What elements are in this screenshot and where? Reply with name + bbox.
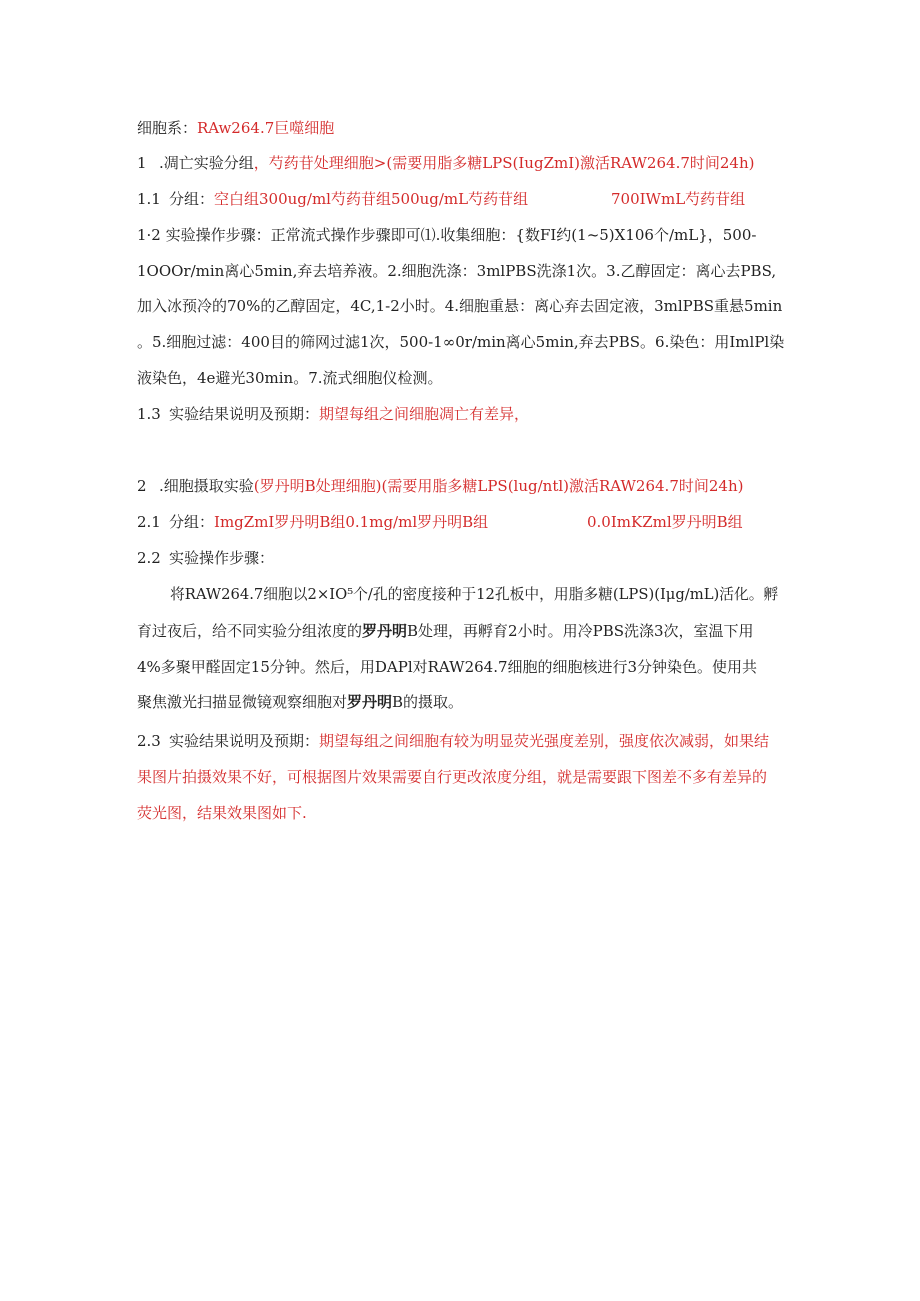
- section1-groups-label: 分组：: [169, 190, 215, 208]
- cell-line-row: [137, 118, 334, 138]
- section2-steps-num: 2.2: [137, 549, 161, 567]
- section2-steps-line3: 4%多聚甲醛固定15分钟。然后，用DAPl对RAW264.7细胞的细胞核进行3分钟染色。使用共: [137, 658, 758, 676]
- section1-result-text: 期望每组之间细胞凋亡有差异，: [319, 405, 530, 423]
- section2-steps-line1: 将RAW264.7细胞以2×IO⁵个/孔的密度接种于12孔板中，用脂多糖(LPS)(Iμg∕mL)活化。孵: [170, 586, 779, 603]
- cell-line-label: 细胞系：: [137, 119, 198, 137]
- section1-desc: ，芍药苷处理细胞>(需要用脂多糖LPS(IugZmI)激活RAW264.7时间24h): [253, 154, 755, 172]
- section2-result-line2: 果图片拍摄效果不好，可根据图片效果需要自行更改浓度分组，就是需要跟下图差不多有差异的: [137, 768, 768, 786]
- section1-heading: [137, 153, 754, 173]
- section2-title: .细胞摄取实验: [159, 477, 254, 495]
- section1-steps-num: 1·2: [137, 226, 161, 244]
- section2-result-line3: 荧光图，结果效果图如下.: [137, 804, 307, 822]
- section1-steps-line3: 加入冰预冷的70%的乙醇固定，4C,1-2小时。4.细胞重悬：离心弃去固定液，3mlPBS重悬5min: [137, 297, 783, 315]
- section1-steps-text1: 正常流式操作步骤即可⑴.收集细胞：{数FI约(1~5)X106个∕mL}，500-: [270, 226, 757, 244]
- section2-result-num: 2.3: [137, 732, 161, 750]
- section1-groups-a: 空白组300ug∕ml芍药苷组500ug∕mL芍药苷组: [214, 190, 529, 208]
- section2-steps-line4-c: B的摄取。: [392, 693, 464, 711]
- section2-steps-line2-c: B处理，再孵育2小时。用冷PBS洗涤3次，室温下用: [407, 622, 754, 640]
- section2-desc: (罗丹明B处理细胞)(需要用脂多糖LPS(lug∕ntl)激活RAW264.7时间24h): [253, 477, 744, 495]
- section1-steps-label: 实验操作步骤：: [165, 226, 271, 244]
- section2-steps-heading: [137, 548, 274, 568]
- section2-steps-line2-a: 育过夜后，给不同实验分组浓度的: [137, 622, 363, 640]
- section1-steps-line2: 1OOOr/min离心5min,弃去培养液。2.细胞洗涤：3mlPBS洗涤1次。3.乙醇固定：离心去PBS,: [137, 262, 777, 280]
- section2-groups-num: 2.1: [137, 513, 161, 531]
- section2-groups-a: ImgZmI罗丹明B组0.1mg∕ml罗丹明B组: [214, 513, 489, 531]
- section2-result-text1: 期望每组之间细胞有较为明显荧光强度差别，强度依次减弱，如果结: [319, 732, 770, 750]
- section1-steps-line4: 。5.细胞过滤：400目的筛网过滤1次，500-1∞0r/min离心5min,弃去PBS。6.染色：用ImlPl染: [137, 333, 785, 351]
- section2-steps-line4: [137, 692, 463, 712]
- section2-steps-label: 实验操作步骤：: [169, 549, 275, 567]
- cell-line-value: RAw264.7巨噬细胞: [197, 119, 335, 137]
- section2-heading: [137, 476, 743, 496]
- section1-result: [137, 404, 529, 424]
- section1-title: .凋亡实验分组: [159, 154, 254, 172]
- section1-groups: [137, 189, 746, 209]
- section1-num: 1: [137, 154, 147, 172]
- section2-steps-line4-a: 聚焦激光扫描显微镜观察细胞对: [137, 693, 348, 711]
- section2-num: 2: [137, 477, 147, 495]
- section1-groups-b: 700IWmL芍药苷组: [611, 190, 746, 208]
- section1-steps-line5: 液染色，4e避光30min。7.流式细胞仪检测。: [137, 369, 443, 387]
- section2-result-line1: [137, 731, 769, 751]
- section2-steps-line2: [137, 621, 754, 641]
- section1-groups-num: 1.1: [137, 190, 161, 208]
- section2-steps-line2-b: 罗丹明: [362, 622, 408, 640]
- section1-result-label: 实验结果说明及预期：: [169, 405, 320, 423]
- section1-steps-line1: [137, 225, 756, 245]
- section2-groups-label: 分组：: [169, 513, 215, 531]
- section2-groups: [137, 512, 743, 532]
- section2-result-label: 实验结果说明及预期：: [169, 732, 320, 750]
- section1-result-num: 1.3: [137, 405, 161, 423]
- section2-steps-line4-b: 罗丹明: [347, 693, 393, 711]
- section2-groups-b: 0.0ImKZml罗丹明B组: [587, 513, 743, 531]
